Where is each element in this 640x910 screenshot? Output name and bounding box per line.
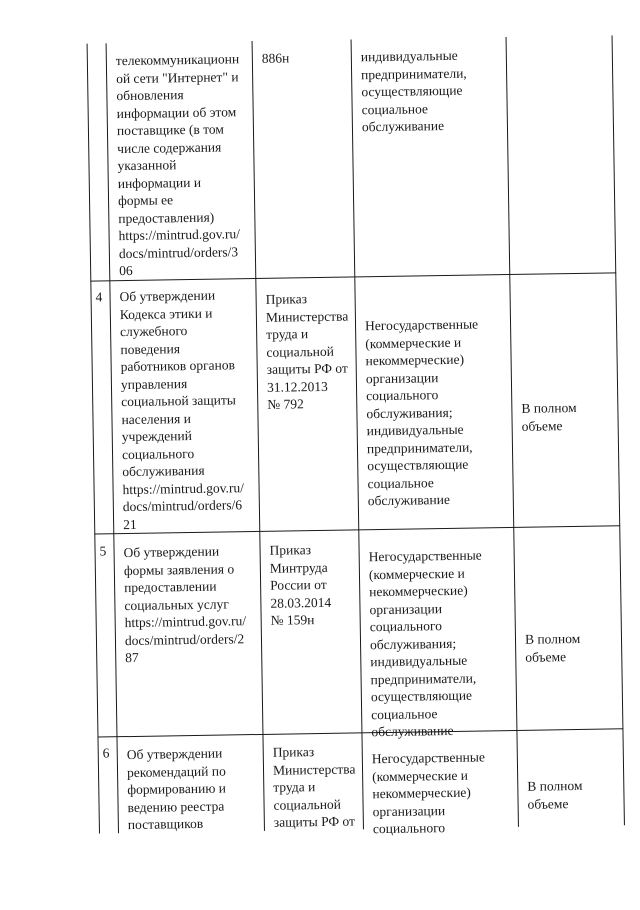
row-subjects: индивидуальные предприниматели, осуществляющие социальное обслуживание bbox=[360, 47, 467, 135]
row-number: 4 bbox=[95, 289, 103, 305]
row-scope: В полном объеме bbox=[521, 399, 577, 434]
row-title: Об утверждении формы заявления о предоставлении социальных услуг https://mintrud.gov.ru/ docs/mintrud/orders/2 87 bbox=[123, 543, 247, 666]
table-row bbox=[0, 0, 633, 279]
row-title: телекоммуникационн ой сети "Интернет" и обновления информации об этом поставщике (в том числе содержания указанной информации и формы ее предоставления) https://mintrud.gov.ru/ docs/mintrud/orders/3 06 bbox=[115, 51, 241, 279]
row-number: 6 bbox=[102, 745, 110, 761]
row-scope bbox=[516, 44, 612, 46]
row-scope: В полном объеме bbox=[527, 777, 583, 812]
row-document: Приказ Минтруда России от 28.03.2014 № 159н bbox=[269, 542, 332, 628]
row-scope: В полном объеме bbox=[524, 630, 581, 665]
row-subjects: Негосударственные (коммерческие и некоммерческие) организации социального bbox=[371, 749, 486, 837]
row-document: Приказ Министерства труда и социальной защиты РФ от 31.12.2013 № 792 bbox=[265, 291, 349, 412]
row-number: 5 bbox=[99, 543, 107, 559]
row-subjects: Негосударственные (коммерческие и некоммерческие) организации социального обслуживания; индивидуальные предприниматели, осуществляющие социальное обслуживание bbox=[368, 547, 482, 740]
row-subjects: Негосударственные (коммерческие и некоммерческие) организации социального обслуживания; индивидуальные предприниматели, осуществляющие социальное обслуживание bbox=[364, 316, 479, 509]
grid-line-doc-subj bbox=[351, 39, 364, 829]
row-title: Об утверждении Кодекса этики и служебного поведения работников органов управления социальной защиты населения и учреждений социального обслуживания https://mintrud.gov.ru/ docs/mintrud/orders/6 21 bbox=[119, 287, 245, 532]
row-title: Об утверждении рекомендаций по формированию и ведению реестра поставщиков bbox=[126, 745, 227, 833]
row-document: 886н bbox=[261, 50, 290, 66]
row-document: Приказ Министерства труда и социальной защиты РФ от bbox=[272, 744, 356, 830]
grid-line-left bbox=[87, 44, 100, 834]
